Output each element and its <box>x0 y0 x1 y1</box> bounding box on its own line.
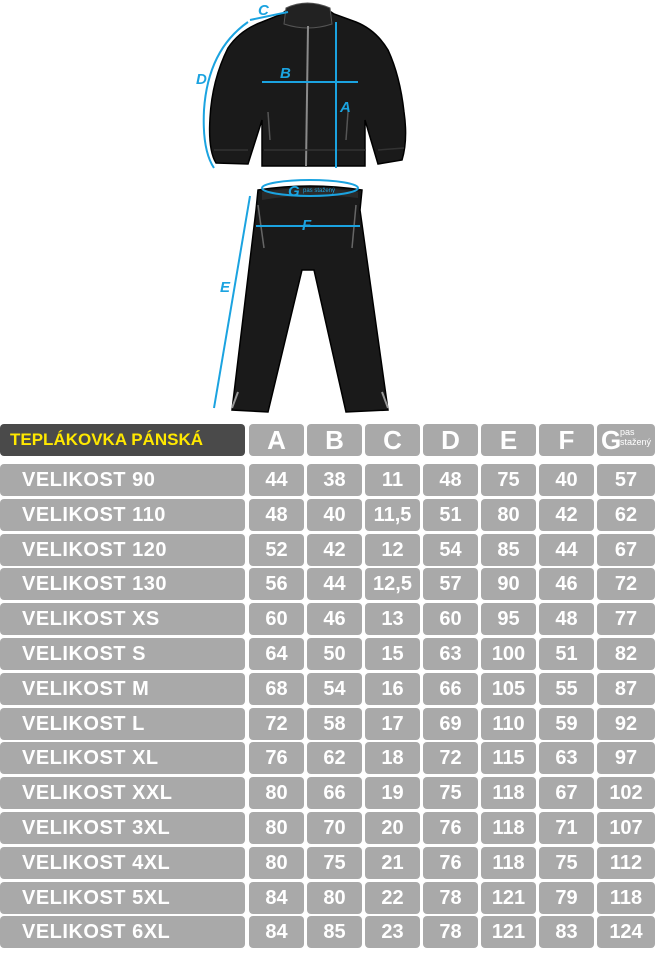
column-header-g <box>597 424 655 456</box>
measurement-cell: 82 <box>597 638 655 670</box>
measurement-cell: 118 <box>481 777 536 809</box>
measurement-cell: 69 <box>423 708 478 740</box>
measurement-cell: 118 <box>481 812 536 844</box>
measurement-cell: 110 <box>481 708 536 740</box>
size-label: VELIKOST 130 <box>0 568 245 600</box>
measurement-cell: 21 <box>365 847 420 879</box>
column-header-g-note: pas stažený <box>620 427 652 447</box>
measurement-cell: 57 <box>597 464 655 496</box>
measurement-cell: 80 <box>249 777 304 809</box>
measurement-cell: 18 <box>365 742 420 774</box>
measurement-cell: 76 <box>423 847 478 879</box>
label-g-note: pas stažený <box>303 188 336 194</box>
measurement-cell: 59 <box>539 708 594 740</box>
label-b: B <box>280 65 291 82</box>
measurement-cell: 121 <box>481 882 536 914</box>
measurement-cell: 51 <box>423 499 478 531</box>
measurement-cell: 67 <box>539 777 594 809</box>
measurement-cell: 118 <box>597 882 655 914</box>
measurement-cell: 97 <box>597 742 655 774</box>
label-g: G <box>288 183 300 200</box>
measurement-cell: 118 <box>481 847 536 879</box>
measurement-cell: 60 <box>423 603 478 635</box>
measurement-cell: 84 <box>249 916 304 948</box>
measurement-cell: 85 <box>307 916 362 948</box>
size-label: VELIKOST M <box>0 673 245 705</box>
measurement-cell: 55 <box>539 673 594 705</box>
measurement-cell: 76 <box>423 812 478 844</box>
measurement-cell: 11,5 <box>365 499 420 531</box>
measurement-cell: 70 <box>307 812 362 844</box>
measurement-cell: 77 <box>597 603 655 635</box>
measurement-cell: 124 <box>597 916 655 948</box>
measurement-cell: 46 <box>307 603 362 635</box>
measurement-cell: 62 <box>307 742 362 774</box>
measurement-cell: 40 <box>539 464 594 496</box>
column-header-a: A <box>249 424 304 456</box>
measurement-cell: 13 <box>365 603 420 635</box>
measurement-cell: 121 <box>481 916 536 948</box>
measurement-cell: 75 <box>307 847 362 879</box>
measurement-cell: 78 <box>423 882 478 914</box>
measurement-cell: 62 <box>597 499 655 531</box>
size-label: VELIKOST 6XL <box>0 916 245 948</box>
measurement-cell: 80 <box>249 847 304 879</box>
size-label: VELIKOST 90 <box>0 464 245 496</box>
measurement-cell: 56 <box>249 568 304 600</box>
measurement-cell: 63 <box>423 638 478 670</box>
measurement-cell: 105 <box>481 673 536 705</box>
measurement-cell: 71 <box>539 812 594 844</box>
measurement-cell: 15 <box>365 638 420 670</box>
jacket-drawing <box>210 3 406 166</box>
measurement-cell: 72 <box>423 742 478 774</box>
measurement-cell: 44 <box>539 534 594 566</box>
measurement-cell: 42 <box>307 534 362 566</box>
measurement-cell: 72 <box>249 708 304 740</box>
label-a: A <box>340 99 351 116</box>
column-header-g-letter: G <box>601 425 622 455</box>
measurement-cell: 83 <box>539 916 594 948</box>
measurement-cell: 84 <box>249 882 304 914</box>
measurement-cell: 44 <box>307 568 362 600</box>
measurement-cell: 107 <box>597 812 655 844</box>
measurement-cell: 75 <box>423 777 478 809</box>
measurement-cell: 64 <box>249 638 304 670</box>
measurement-cell: 112 <box>597 847 655 879</box>
measurement-cell: 19 <box>365 777 420 809</box>
measurement-cell: 38 <box>307 464 362 496</box>
measurement-cell: 80 <box>249 812 304 844</box>
measurement-cell: 115 <box>481 742 536 774</box>
measurement-cell: 48 <box>423 464 478 496</box>
measurement-cell: 63 <box>539 742 594 774</box>
size-label: VELIKOST 5XL <box>0 882 245 914</box>
measurement-cell: 48 <box>249 499 304 531</box>
column-header-b: B <box>307 424 362 456</box>
measurement-cell: 67 <box>597 534 655 566</box>
measurement-cell: 57 <box>423 568 478 600</box>
measurement-cell: 66 <box>423 673 478 705</box>
size-label: VELIKOST 4XL <box>0 847 245 879</box>
measurement-cell: 23 <box>365 916 420 948</box>
measurement-cell: 51 <box>539 638 594 670</box>
measurement-cell: 44 <box>249 464 304 496</box>
size-label: VELIKOST S <box>0 638 245 670</box>
label-f: F <box>302 217 312 234</box>
measurement-cell: 20 <box>365 812 420 844</box>
measurement-cell: 46 <box>539 568 594 600</box>
column-header-e: E <box>481 424 536 456</box>
measurement-cell: 75 <box>539 847 594 879</box>
measurement-cell: 40 <box>307 499 362 531</box>
table-title: TEPLÁKOVKA PÁNSKÁ <box>0 424 245 456</box>
column-header-d: D <box>423 424 478 456</box>
measurement-cell: 95 <box>481 603 536 635</box>
size-label: VELIKOST L <box>0 708 245 740</box>
measurement-cell: 80 <box>481 499 536 531</box>
measurement-cell: 58 <box>307 708 362 740</box>
measurement-cell: 52 <box>249 534 304 566</box>
size-label: VELIKOST 120 <box>0 534 245 566</box>
size-label: VELIKOST XS <box>0 603 245 635</box>
measurement-cell: 87 <box>597 673 655 705</box>
garment-illustration <box>0 0 655 420</box>
measurement-cell: 76 <box>249 742 304 774</box>
size-label: VELIKOST XXL <box>0 777 245 809</box>
measurement-cell: 50 <box>307 638 362 670</box>
measurement-cell: 11 <box>365 464 420 496</box>
measurement-cell: 72 <box>597 568 655 600</box>
measurement-cell: 54 <box>423 534 478 566</box>
measurement-cell: 12 <box>365 534 420 566</box>
measurement-cell: 54 <box>307 673 362 705</box>
size-label: VELIKOST 3XL <box>0 812 245 844</box>
measurement-cell: 79 <box>539 882 594 914</box>
measurement-cell: 12,5 <box>365 568 420 600</box>
size-label: VELIKOST XL <box>0 742 245 774</box>
measurement-cell: 22 <box>365 882 420 914</box>
measurement-cell: 68 <box>249 673 304 705</box>
measurement-cell: 66 <box>307 777 362 809</box>
measurement-cell: 90 <box>481 568 536 600</box>
measurement-cell: 17 <box>365 708 420 740</box>
measurement-cell: 102 <box>597 777 655 809</box>
measurement-cell: 100 <box>481 638 536 670</box>
measurement-cell: 85 <box>481 534 536 566</box>
measurement-cell: 80 <box>307 882 362 914</box>
label-e: E <box>220 279 231 296</box>
measurement-cell: 48 <box>539 603 594 635</box>
label-c: C <box>258 2 269 19</box>
measurement-cell: 78 <box>423 916 478 948</box>
measurement-cell: 60 <box>249 603 304 635</box>
measurement-cell: 92 <box>597 708 655 740</box>
label-d: D <box>196 71 207 88</box>
size-label: VELIKOST 110 <box>0 499 245 531</box>
column-header-c: C <box>365 424 420 456</box>
measurement-cell: 16 <box>365 673 420 705</box>
column-header-f: F <box>539 424 594 456</box>
measurement-cell: 42 <box>539 499 594 531</box>
measurement-cell: 75 <box>481 464 536 496</box>
